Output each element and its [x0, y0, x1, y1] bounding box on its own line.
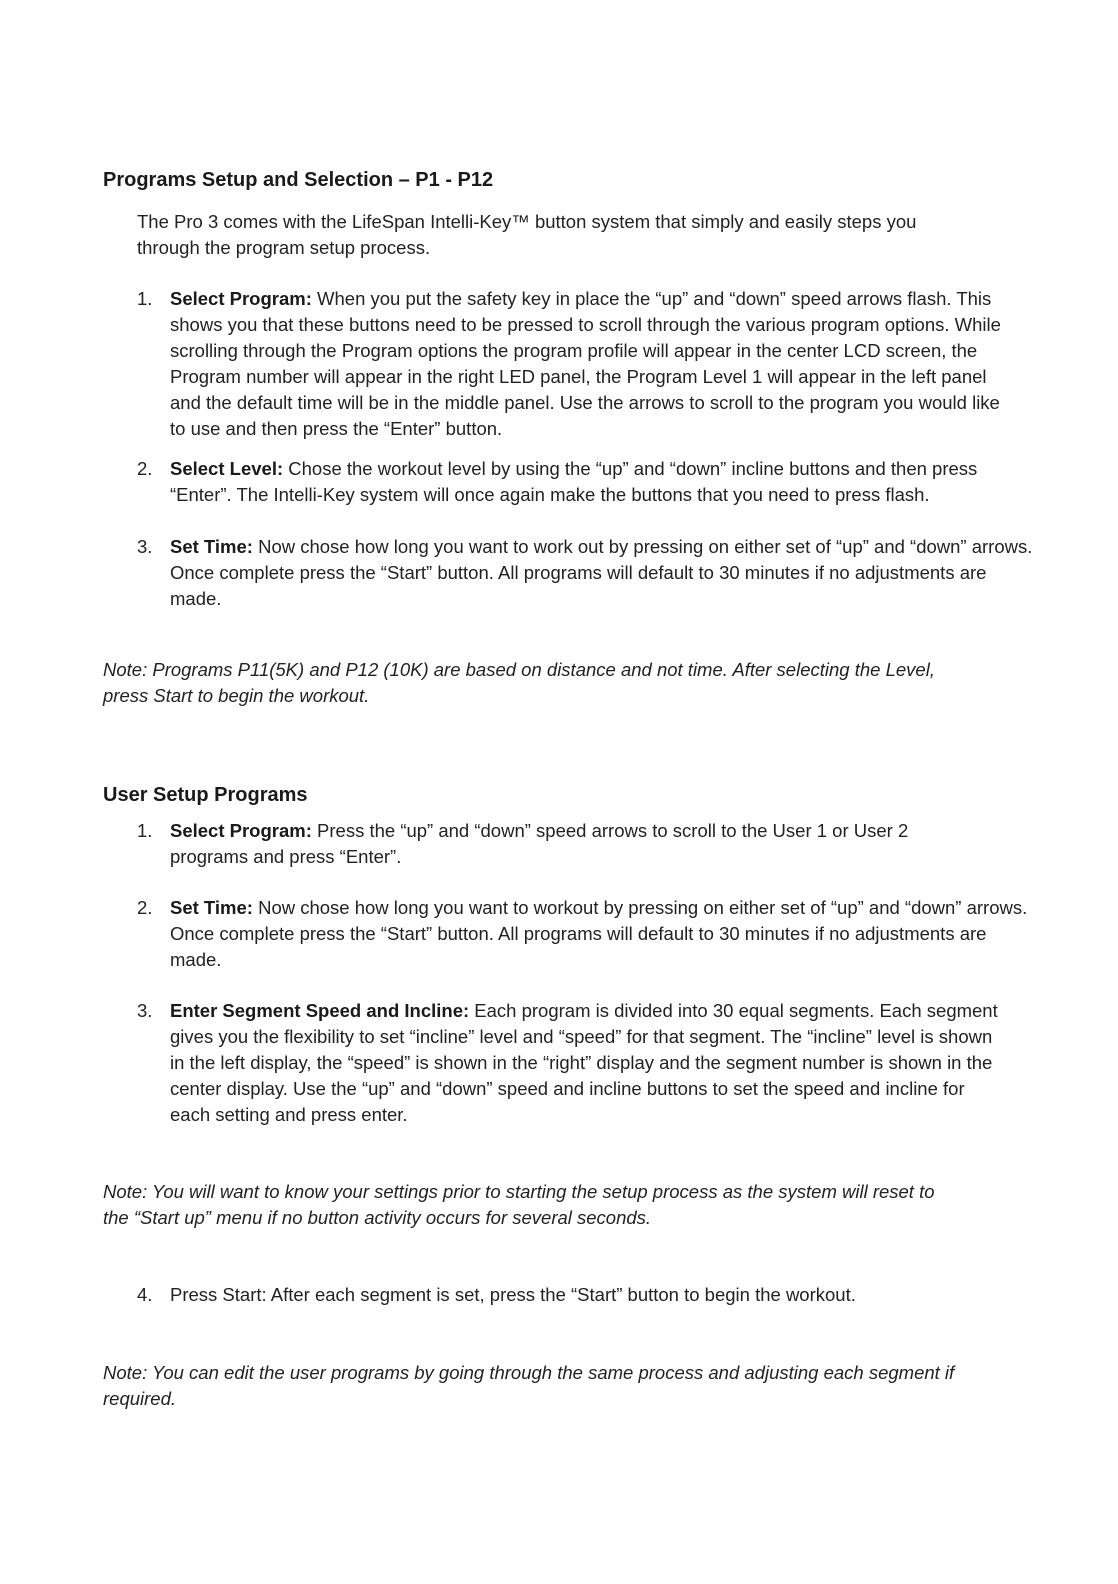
item-number: 3.	[137, 1000, 153, 1021]
item-text: Each program is divided into 30 equal segments. Each segment gives you the flexibility to set “incline” level and “speed” for that segment. The “incline” level is shown in the left display, the “speed” is shown in the “right” display and the segment number is shown in the center display. Use the “up” and “down” speed and incline buttons to set the speed and incline for each setting and press enter.	[170, 1000, 998, 1125]
item-text: Press Start: After each segment is set, press the “Start” button to begin the workout.	[170, 1284, 856, 1305]
item-number: 3.	[137, 536, 153, 557]
note: Note: You can edit the user programs by going through the same process and adjusting each segment if required.	[103, 1362, 955, 1409]
item-label: Select Level:	[170, 458, 284, 479]
list-item	[137, 818, 957, 870]
item-number: 2.	[137, 458, 153, 479]
list-item	[137, 456, 1042, 508]
item-text: Now chose how long you want to work out by pressing on either set of “up” and “down” arrows. Once complete press the “Start” button. All programs will default to 30 minutes if no adjustments are made.	[170, 536, 1033, 609]
list-item	[137, 895, 1037, 973]
item-number: 1.	[137, 288, 153, 309]
item-label: Set Time:	[170, 897, 253, 918]
item-number: 4.	[137, 1284, 153, 1305]
note: Note: You will want to know your settings prior to starting the setup process as the system will reset to the “Start up” menu if no button activity occurs for several seconds.	[103, 1181, 935, 1228]
section-heading-programs: Programs Setup and Selection – P1 - P12	[103, 169, 494, 191]
item-label: Enter Segment Speed and Incline:	[170, 1000, 470, 1021]
list-item	[137, 1282, 1042, 1308]
list-item	[137, 998, 1007, 1128]
intro-paragraph: The Pro 3 comes with the LifeSpan Intelli-Key™ button system that simply and easily steps you through the program setup process.	[137, 211, 917, 258]
item-number: 2.	[137, 897, 153, 918]
note: Note: Programs P11(5K) and P12 (10K) are based on distance and not time. After selecting the Level, press Start to begin the workout.	[103, 659, 935, 706]
item-number: 1.	[137, 820, 153, 841]
item-text: Now chose how long you want to workout by pressing on either set of “up” and “down” arrows. Once complete press the “Start” button. All programs will default to 30 minutes if no adjustments are made.	[170, 897, 1028, 970]
list-item	[137, 534, 1042, 612]
item-label: Select Program:	[170, 288, 312, 309]
item-text: Press the “up” and “down” speed arrows to scroll to the User 1 or User 2 programs and press “Enter”.	[170, 820, 909, 867]
item-text: Chose the workout level by using the “up” and “down” incline buttons and then press “Enter”. The Intelli-Key system will once again make the buttons that you need to press flash.	[170, 458, 978, 505]
section-heading-user-setup: User Setup Programs	[103, 784, 308, 806]
item-text: When you put the safety key in place the “up” and “down” speed arrows flash. This shows you that these buttons need to be pressed to scroll through the various program options. While scrolling through the Program options the program profile will appear in the center LCD screen, the Program number will appear in the right LED panel, the Program Level 1 will appear in the left panel and the default time will be in the middle panel. Use the arrows to scroll to the program you would like to use and then press the “Enter” button.	[170, 288, 1001, 439]
item-label: Set Time:	[170, 536, 253, 557]
item-label: Select Program:	[170, 820, 312, 841]
list-item	[137, 286, 1017, 442]
